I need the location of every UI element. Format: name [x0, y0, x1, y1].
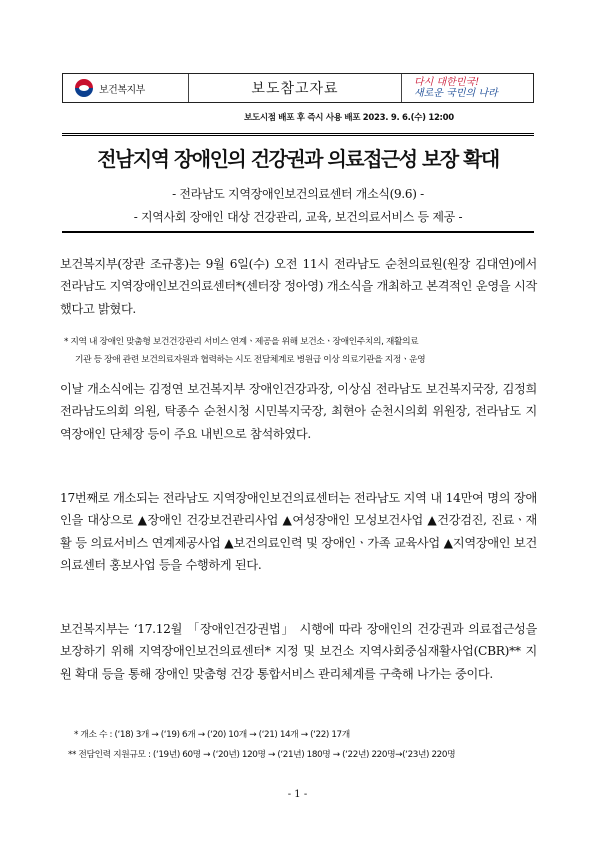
government-logo-icon: [75, 79, 93, 97]
paragraph-4: 보건복지부는 ‘17.12월 「장애인건강권법」 시행에 따라 장애인의 건강권과 의료접근성을 보장하기 위해 지역장애인보건의료센터* 지정 및 보건소 지역사회중심재활사업(CBR)** 지원 확대 등을 통해 장애인 맞춤형 건강 통합서비스 관리체계를 구축해 나가는 중이다.: [60, 622, 537, 681]
footnote-staff-support: ** 전담인력 지원규모 : (‘19년) 60명 → (‘20년) 120명 → (‘21년) 180명 → (‘22년) 220명→(‘23년) 220명: [68, 750, 456, 760]
ministry-block: [63, 74, 189, 102]
main-title: 전남지역 장애인의 건강권과 의료접근성 보장 확대: [97, 147, 499, 171]
subtitle-2: - 지역사회 장애인 대상 건강관리, 교육, 보건의료서비스 등 제공 -: [133, 210, 463, 224]
embargo-line: 보도시점 배포 후 즉시 사용 배포 2023. 9. 6.(수) 12:00: [244, 113, 454, 123]
slogan-line-1: 다시 대한민국!: [414, 77, 480, 88]
paragraph-2: 이날 개소식에는 김정연 보건복지부 장애인건강과장, 이상심 전라남도 보건복지국장, 김정희 전라남도의회 의원, 탁종수 순천시청 시민복지국장, 최현아 순천시의회 위원장, 전라남도 지역장애인 단체장 등이 주요 내빈으로 참석하였다.: [60, 382, 537, 441]
footnote-center-definition-line-2: 기관 등 장애 관련 보건의료자원과 협력하는 시도 전담체계로 병원급 이상 의료기관을 지정ㆍ운영: [75, 355, 426, 365]
subtitle-1: - 전라남도 지역장애인보건의료센터 개소식(9.6) -: [172, 187, 424, 201]
slogan: [401, 74, 533, 102]
footnote-center-definition-line-1: * 지역 내 장애인 맞춤형 보건건강관리 서비스 연계ㆍ제공을 위해 보건소ㆍ장애인주치의, 재활의료: [64, 337, 419, 347]
title-top-rule: [62, 133, 534, 136]
title-bottom-rule: [62, 231, 534, 233]
press-header-box: [62, 73, 534, 103]
footnote-center-count: * 개소 수 : (‘18) 3개 → (‘19) 6개 → (‘20) 10개 → (‘21) 14개 → (‘22) 17개: [74, 730, 350, 740]
page-number: - 1 -: [287, 789, 308, 800]
slogan-line-2: 새로운 국민의 나라: [414, 88, 498, 99]
paragraph-1: 보건복지부(장관 조규홍)는 9월 6일(수) 오전 11시 전라남도 순천의료원(원장 김대연)에서 전라남도 지역장애인보건의료센터*(센터장 정아영) 개소식을 개최하고 본격적인 운영을 시작했다고 밝혔다.: [60, 257, 537, 316]
ministry-name: 보건복지부: [99, 84, 145, 96]
paragraph-3: 17번째로 개소되는 전라남도 지역장애인보건의료센터는 전라남도 지역 내 14만여 명의 장애인을 대상으로 ▲장애인 건강보건관리사업 ▲여성장애인 모성보건사업 ▲건강검진, 진료ㆍ재활 등 의료서비스 연계제공사업 ▲보건의료인력 및 장애인ㆍ가족 교육사업 ▲지역장애인 보건의료센터 홍보사업 등을 수행하게 된다.: [60, 491, 537, 573]
document-type: 보도참고자료: [251, 81, 339, 97]
